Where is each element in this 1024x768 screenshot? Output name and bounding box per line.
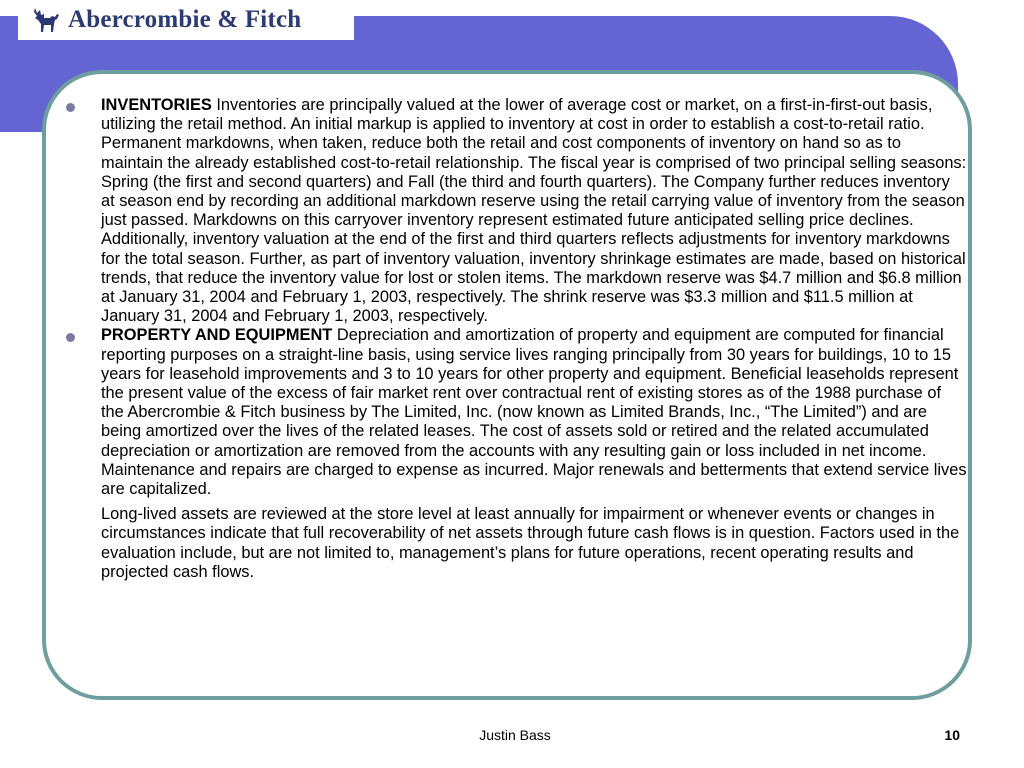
inventories-text: Inventories are principally valued at the lower of average cost or market, on a first-in-first-out basis, utilizing the retail method. An initial markup is applied to inventory at cost in order to establish a cost-to-retail ratio. Permanent markdowns, when taken, reduce both the retail and cost components of inventory on hand so as to maintain the already established cost-to-retail relationship. The fiscal year is comprised of two principal selling seasons: Spring (the first and second quarters) and Fall (the third and fourth quarters). The Company further reduces inventory at season end by recording an additional markdown reserve using the retail carrying value of inventory from the season just passed. Markdowns on this carryover inventory represent estimated future anticipated selling price declines. Additionally, inventory valuation at the end of the first and third quarters reflects adjustments for inventory markdowns for the total season. Further, as part of inventory valuation, inventory shrinkage estimates are made, based on historical trends, that reduce the inventory value for lost or stolen items. The markdown reserve was $4.7 million and $6.8 million at January 31, 2004 and February 1, 2003, respectively. The shrink reserve was $3.3 million and $11.5 million at January 31, 2004 and February 1, 2003, respectively. bbox=[101, 96, 967, 326]
logo-wordmark: Abercrombie & Fitch bbox=[68, 6, 302, 33]
page-number: 10 bbox=[944, 727, 960, 743]
moose-icon bbox=[32, 6, 62, 34]
company-logo bbox=[18, 0, 354, 40]
long-lived-assets-paragraph: Long-lived assets are reviewed at the store level at least annually for impairment or whenever events or changes in circumstances indicate that full recoverability of net assets through future cash flows is in question. Factors used in the evaluation include, but are not limited to, management’s plans for future operations, recent operating results and projected cash flows. bbox=[101, 505, 960, 581]
slide-body bbox=[62, 96, 967, 582]
bullet-property-equipment bbox=[62, 326, 967, 582]
inventories-heading: INVENTORIES bbox=[101, 96, 212, 114]
footer-presenter: Justin Bass bbox=[479, 727, 551, 743]
property-text: Depreciation and amortization of property and equipment are computed for financial reporting purposes on a straight-line basis, using service lives ranging principally from 30 years for buildings, 10 to 15 years for leasehold improvements and 3 to 10 years for other property and equipment. Beneficial leaseholds represent the present value of the excess of fair market rent over contractual rent of existing stores as of the 1988 purchase of the Abercrombie & Fitch business by The Limited, Inc. (now known as Limited Brands, Inc., “The Limited”) and are being amortized over the lives of the related leases. The cost of assets sold or retired and the related accumulated depreciation or amortization are removed from the accounts with any resulting gain or loss included in net income. Maintenance and repairs are charged to expense as incurred. Major renewals and betterments that extend service lives are capitalized. bbox=[101, 326, 967, 499]
bullet-dot-icon bbox=[66, 103, 75, 112]
bullet-inventories bbox=[62, 96, 967, 326]
property-heading: PROPERTY AND EQUIPMENT bbox=[101, 326, 333, 345]
bullet-dot-icon bbox=[66, 333, 75, 342]
